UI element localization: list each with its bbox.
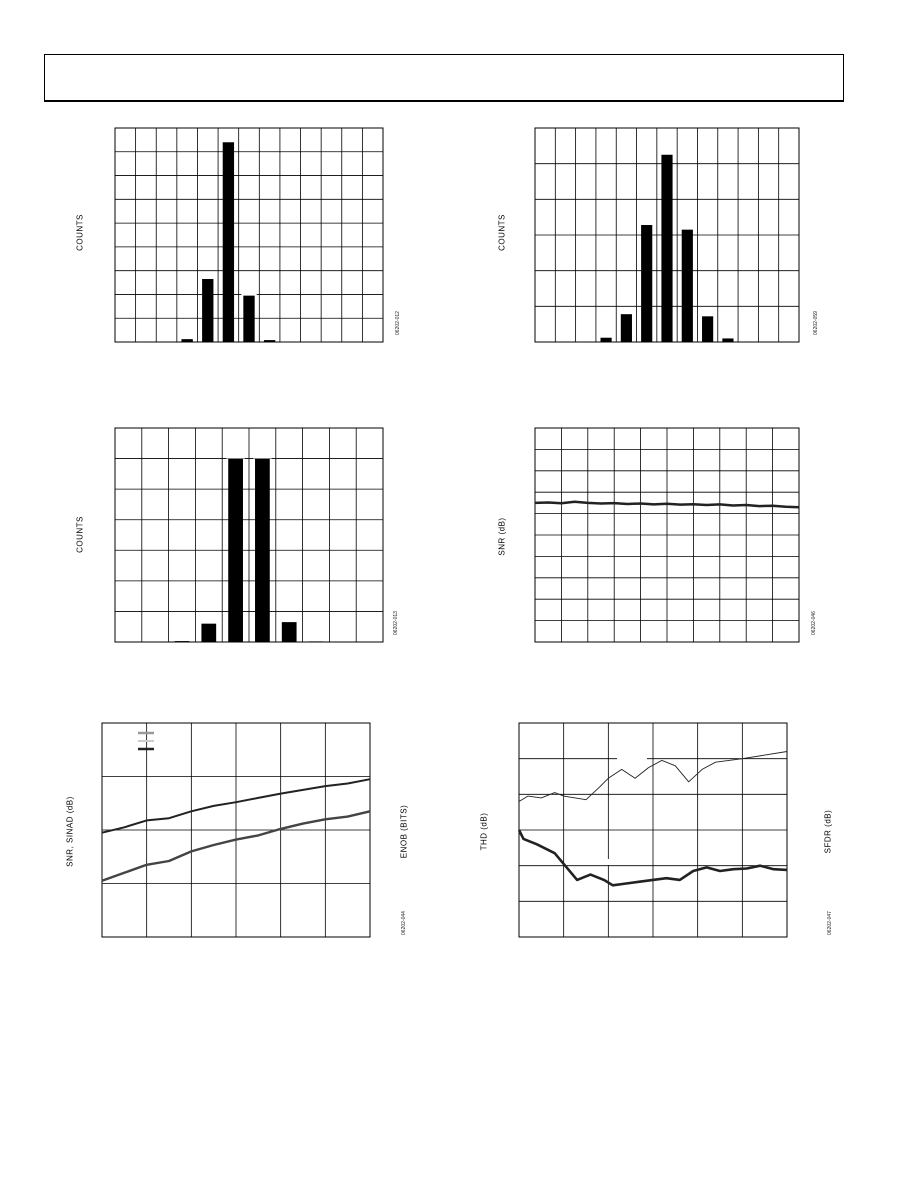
y2-axis-label: ENOB (BITS) — [399, 804, 409, 859]
histogram-bar — [201, 624, 216, 642]
figure-id: 06202-046 — [811, 611, 817, 635]
histogram-bar — [661, 155, 672, 342]
histogram-bar — [175, 641, 190, 642]
chart-plot — [478, 120, 858, 360]
histogram-chart-1 — [60, 120, 440, 360]
bar-gap — [221, 136, 236, 142]
y-axis-label: COUNTS — [75, 516, 85, 553]
bar-gap — [253, 453, 272, 459]
y-axis-label: COUNTS — [75, 214, 85, 251]
bar-gap — [598, 332, 613, 338]
figure-id: 06202-044 — [401, 911, 407, 935]
figure-id: 06202-047 — [827, 911, 833, 935]
thd-sfdr-chart — [460, 715, 860, 955]
snr-line-chart — [478, 420, 858, 660]
histogram-bar — [264, 340, 275, 342]
bar-gap — [307, 635, 326, 641]
chart-plot — [478, 420, 858, 660]
histogram-bar — [600, 338, 611, 342]
histogram-bar — [282, 622, 297, 642]
histogram-bar — [621, 314, 632, 342]
bar-gap — [639, 219, 654, 225]
histogram-bar — [309, 641, 324, 642]
y-axis-label: COUNTS — [497, 214, 507, 251]
bar-gap — [173, 635, 192, 641]
bar-gap — [262, 334, 277, 340]
bar-gap — [280, 616, 299, 622]
y-axis-label: THD (dB) — [479, 812, 489, 851]
y-axis-label: SNR, SINAD (dB) — [65, 796, 75, 867]
histogram-bar — [702, 316, 713, 342]
bar-gap — [199, 618, 218, 624]
bar-gap — [659, 149, 674, 155]
histogram-bar — [243, 296, 254, 342]
histogram-bar — [228, 459, 243, 642]
histogram-bar — [641, 225, 652, 342]
figure-id: 06202-059 — [813, 311, 819, 335]
bar-gap — [700, 310, 715, 316]
figure-id: 06202-013 — [393, 611, 399, 635]
snr-sinad-enob-chart — [40, 715, 440, 955]
histogram-bar — [202, 279, 213, 342]
chart-plot — [60, 420, 440, 660]
chart-plot — [460, 715, 860, 955]
bar-gap — [680, 224, 695, 230]
histogram-bar — [682, 230, 693, 342]
histogram-chart-3 — [60, 420, 440, 660]
bar-gap — [619, 308, 634, 314]
histogram-bar — [223, 142, 234, 342]
histogram-chart-2 — [478, 120, 858, 360]
bar-gap — [179, 333, 194, 339]
y2-axis-label: SFDR (dB) — [823, 809, 833, 854]
page-header-box — [44, 54, 844, 102]
histogram-bar — [255, 459, 270, 642]
bar-gap — [226, 453, 245, 459]
chart-plot — [60, 120, 440, 360]
figure-id: 06202-012 — [395, 311, 401, 335]
histogram-bar — [722, 338, 733, 342]
bar-gap — [200, 273, 215, 279]
curve-label-gap — [599, 859, 629, 865]
chart-plot — [40, 715, 440, 955]
bar-gap — [720, 332, 735, 338]
curve-label-gap — [617, 754, 647, 760]
y-axis-label: SNR (dB) — [497, 517, 507, 556]
bar-gap — [241, 290, 256, 296]
histogram-bar — [181, 339, 192, 342]
